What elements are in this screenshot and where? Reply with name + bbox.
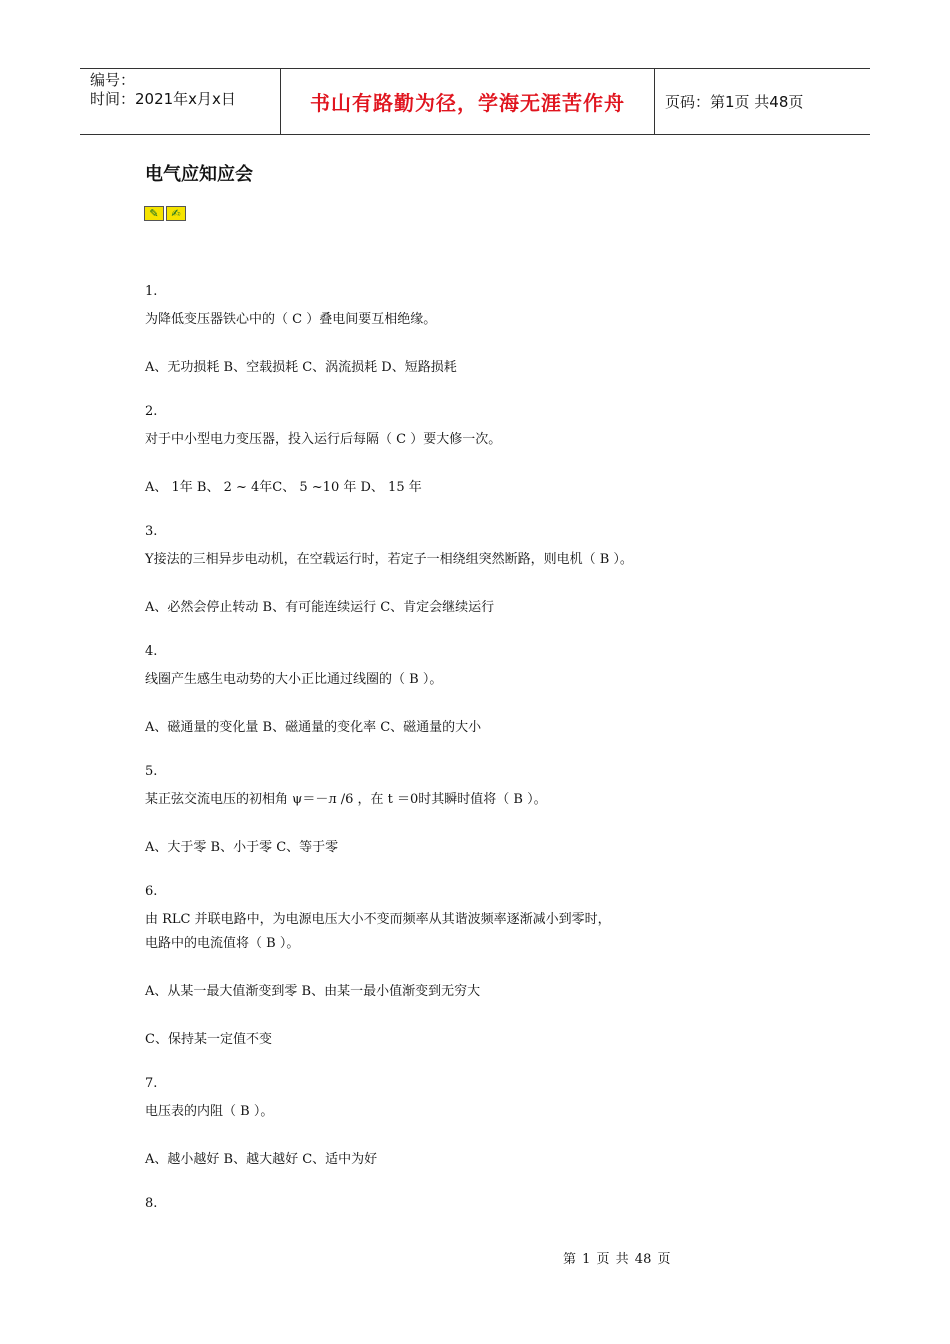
question-options: C、保持某一定值不变 xyxy=(145,1032,272,1047)
question-stem: Y接法的三相异步电动机，在空载运行时，若定子一相绕组突然断路，则电机（ B ）。 xyxy=(145,552,633,567)
header-motto: 书山有路勤为径，学海无涯苦作舟 xyxy=(281,69,655,134)
question-number: 3. xyxy=(145,524,158,539)
question-stem: 电压表的内阻（ B ）。 xyxy=(145,1104,274,1119)
question-item xyxy=(145,524,845,620)
date-label: 时间：2021年x月x日 xyxy=(90,90,236,108)
question-number: 8. xyxy=(145,1196,158,1211)
question-options: A、从某一最大值渐变到零 B、由某一最小值渐变到无穷大 xyxy=(145,984,481,999)
question-stem: 由 RLC 并联电路中，为电源电压大小不变而频率从其谐波频率逐渐减小到零时， xyxy=(145,912,611,927)
page-footer: 第 1 页 共 48 页 xyxy=(563,1252,671,1267)
code-label: 编号： xyxy=(90,71,136,89)
page-header xyxy=(80,68,870,135)
question-stem: 线圈产生感生电动势的大小正比通过线圈的（ B ）。 xyxy=(145,672,443,687)
question-number: 5. xyxy=(145,764,158,779)
question-options: A、大于零 B、小于零 C、等于零 xyxy=(145,840,339,855)
question-item xyxy=(145,644,845,740)
sign-icon[interactable]: ✍ xyxy=(166,206,186,221)
question-item xyxy=(145,1076,845,1172)
header-meta xyxy=(80,69,281,134)
question-item xyxy=(145,284,845,380)
question-options: A、磁通量的变化量 B、磁通量的变化率 C、磁通量的大小 xyxy=(145,720,482,735)
question-options: A、必然会停止转动 B、有可能连续运行 C、肯定会继续运行 xyxy=(145,600,495,615)
question-stem-continued: 电路中的电流值将（ B ）。 xyxy=(145,936,300,951)
question-number: 1. xyxy=(145,284,158,299)
question-number: 6. xyxy=(145,884,158,899)
question-number: 4. xyxy=(145,644,158,659)
question-options: A、 1年 B、 2 ~ 4年C、 5 ~10 年 D、 15 年 xyxy=(145,480,422,495)
toolbar-icons xyxy=(144,206,186,221)
question-stem: 某正弦交流电压的初相角 ψ＝－л /6 ，在 t ＝0时其瞬时值将（ B ）。 xyxy=(145,792,547,807)
question-item xyxy=(145,884,845,1052)
question-options: A、越小越好 B、越大越好 C、适中为好 xyxy=(145,1152,378,1167)
question-item xyxy=(145,404,845,500)
question-item xyxy=(145,764,845,860)
question-list xyxy=(145,284,845,1220)
question-stem: 为降低变压器铁心中的（ C ）叠电间要互相绝缘。 xyxy=(145,312,437,327)
question-options: A、无功损耗 B、空载损耗 C、涡流损耗 D、短路损耗 xyxy=(145,360,457,375)
document-title: 电气应知应会 xyxy=(145,164,253,185)
question-stem: 对于中小型电力变压器，投入运行后每隔（ C ）要大修一次。 xyxy=(145,432,502,447)
question-number: 2. xyxy=(145,404,158,419)
edit-icon[interactable]: ✎ xyxy=(144,206,164,221)
header-page-label: 页码：第1页 共48页 xyxy=(665,93,804,111)
question-item xyxy=(145,1196,845,1220)
question-number: 7. xyxy=(145,1076,158,1091)
